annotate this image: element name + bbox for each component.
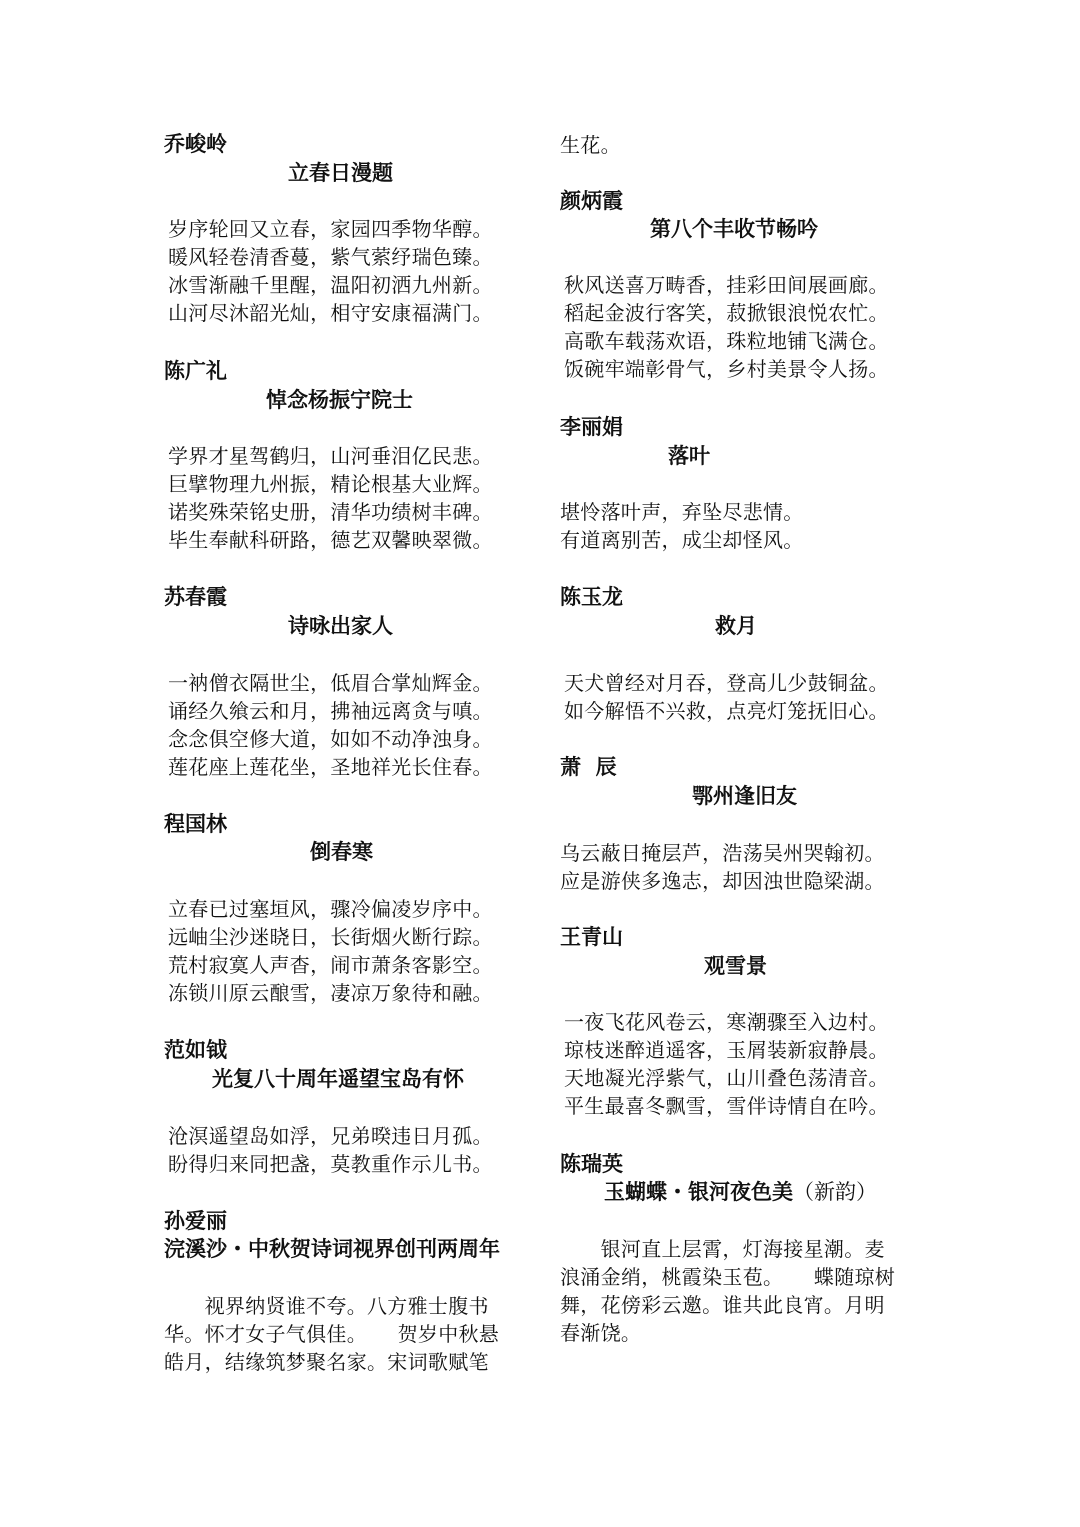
poem-author: 乔峻岭	[164, 131, 227, 156]
poem-author: 颜炳霞	[560, 188, 623, 213]
poem-author: 王青山	[560, 924, 623, 949]
poem-line: 如今解悟不兴救，点亮灯笼抚旧心。	[564, 699, 889, 723]
poem-line: 乌云蔽日掩层芦，浩荡吴州哭翰初。	[560, 841, 885, 865]
poem-line: 秋风送喜万畴香，挂彩田间展画廊。	[564, 273, 889, 297]
poem-title-note: （新韵）	[793, 1180, 877, 1204]
poem-title: 第八个丰收节畅吟	[650, 216, 818, 241]
poem-line: 毕生奉献科研路，德艺双馨映翠微。	[168, 528, 493, 552]
poem-title: 落叶	[668, 443, 710, 468]
poem-line: 立春已过塞垣风，骤冷偏凌岁序中。	[168, 897, 493, 921]
poem-line: 有道离别苦，成尘却怪风。	[560, 528, 804, 552]
poem-line: 稻起金波行客笑，菽掀银浪悦农忙。	[564, 301, 889, 325]
poem-title: 诗咏出家人	[288, 613, 393, 638]
poem-author: 陈瑞英	[560, 1151, 623, 1176]
poem-line: 冰雪渐融千里醒，温阳初洒九州新。	[168, 273, 493, 297]
poem-line: 琼枝迷醉逍遥客，玉屑装新寂静晨。	[564, 1038, 889, 1062]
poem-line: 高歌车载荡欢语，珠粒地铺飞满仓。	[564, 329, 889, 353]
poem-title: 救月	[715, 613, 757, 638]
poem-line: 视界纳贤谁不夸。八方雅士腹书	[164, 1294, 489, 1318]
poem-line: 一衲僧衣隔世尘，低眉合掌灿辉金。	[168, 671, 493, 695]
poem-line: 舞，花傍彩云邀。谁共此良宵。月明	[560, 1293, 885, 1317]
poem-title: 倒春寒	[310, 839, 373, 864]
poem-line: 山河尽沐韶光灿，相守安康福满门。	[168, 301, 493, 325]
poem-title: 光复八十周年遥望宝岛有怀	[212, 1066, 464, 1091]
poem-title: 悼念杨振宁院士	[266, 387, 413, 412]
poem-line: 远岫尘沙迷晓日，长街烟火断行踪。	[168, 925, 493, 949]
poem-author: 程国林	[164, 811, 227, 836]
poem-author: 孙爱丽	[164, 1208, 227, 1233]
poem-line: 荒村寂寞人声杳，闹市萧条客影空。	[168, 953, 493, 977]
poem-line: 一夜飞花风卷云，寒潮骤至入边村。	[564, 1010, 889, 1034]
poem-author: 萧 辰	[560, 754, 617, 779]
poem-continuation: 生花。	[560, 133, 621, 157]
poem-line: 银河直上层霄，灯海接星潮。麦	[560, 1237, 885, 1261]
poem-line: 盼得归来同把盏，莫教重作示儿书。	[168, 1152, 493, 1176]
poem-line: 春渐饶。	[560, 1321, 642, 1345]
poem-title: 鄂州逢旧友	[692, 783, 797, 808]
poem-title: 浣溪沙・中秋贺诗词视界创刊两周年	[164, 1236, 500, 1261]
poem-line: 莲花座上莲花坐，圣地祥光长住春。	[168, 755, 493, 779]
poem-author: 李丽娟	[560, 414, 623, 439]
poem-line: 暖风轻卷清香蔓，紫气萦纾瑞色臻。	[168, 245, 493, 269]
poem-line: 冻锁川原云酿雪，凄凉万象待和融。	[168, 981, 493, 1005]
poem-line: 诺奖殊荣铭史册，清华功绩树丰碑。	[168, 500, 493, 524]
poem-line: 饭碗牢端彰骨气，乡村美景令人扬。	[564, 357, 889, 381]
poem-author: 陈广礼	[164, 358, 227, 383]
poem-line: 岁序轮回又立春，家园四季物华醇。	[168, 217, 493, 241]
poem-line: 天地凝光浮紫气，山川叠色荡清音。	[564, 1066, 889, 1090]
poem-line: 应是游侠多逸志，却因浊世隐梁湖。	[560, 869, 885, 893]
poem-line: 皓月，结缘筑梦聚名家。宋词歌赋笔	[164, 1350, 489, 1374]
poem-author: 苏春霞	[164, 584, 227, 609]
poem-line: 念念俱空修大道，如如不动净浊身。	[168, 727, 493, 751]
poem-line: 沧溟遥望岛如浮，兄弟暌违日月孤。	[168, 1124, 493, 1148]
poem-title-text: 玉蝴蝶・银河夜色美	[604, 1179, 793, 1204]
poem-line: 堪怜落叶声，弃坠尽悲情。	[560, 500, 804, 524]
poem-line: 浪涌金绡，桃霞染玉苞。 蝶随琼树	[560, 1265, 896, 1289]
poem-line: 诵经久飨云和月，拂袖远离贪与嗔。	[168, 699, 493, 723]
poem-title	[604, 1178, 877, 1206]
poem-author: 陈玉龙	[560, 584, 623, 609]
poem-line: 巨擘物理九州振，精论根基大业辉。	[168, 472, 493, 496]
poem-line: 华。怀才女子气俱佳。 贺岁中秋悬	[164, 1322, 500, 1346]
poem-line: 平生最喜冬飘雪，雪伴诗情自在吟。	[564, 1094, 889, 1118]
poem-title: 立春日漫题	[288, 160, 393, 185]
poem-author: 范如钺	[164, 1037, 227, 1062]
poem-line: 天犬曾经对月吞，登高儿少鼓铜盆。	[564, 671, 889, 695]
poem-title: 观雪景	[704, 953, 767, 978]
poem-line: 学界才星驾鹤归，山河垂泪亿民悲。	[168, 444, 493, 468]
